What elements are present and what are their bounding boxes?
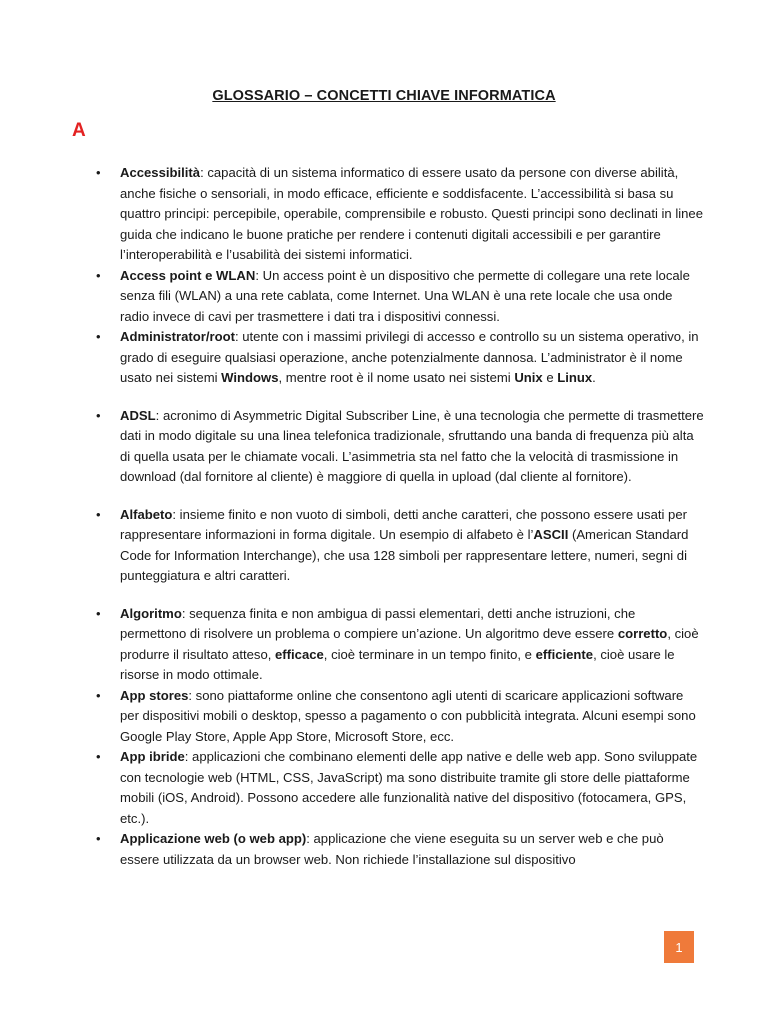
- definition-text: , mentre root è il nome usato nei sistemi: [278, 370, 515, 385]
- bold-keyword: Linux: [557, 370, 593, 385]
- bold-keyword: Unix: [514, 370, 543, 385]
- glossary-term: Administrator/root: [120, 329, 235, 344]
- glossary-term: Access point e WLAN: [120, 267, 256, 283]
- glossary-entry: • Access point e WLAN: Un access point è un dispositivo che permette di collegare una rete locale senza fili (WLAN) a una rete cablata, come Internet. Una WLAN è una rete locale che usa onde radio invece di cavi per trasmettere i dati tra i dispositivi connessi.: [96, 266, 704, 328]
- glossary-term: Applicazione web (o web app): [120, 831, 307, 846]
- glossary-entry: • Administrator/root: utente con i massimi privilegi di accesso e controllo su un sistema operativo, in grado di eseguire qualsiasi operazione, anche potenzialmente dannosa. L’administrator è il nome usato nei sistemi Windows, mentre root è il nome usato nei sistemi Unix e Linux.: [96, 327, 704, 389]
- definition-text: applicazioni che combinano elementi delle app native e delle web app. Sono sviluppate con tecnologie web (HTML, CSS, JavaScript) ma sono distribuite tramite gli store delle piattaforme mobili (iOS, Android). Possono accedere alle funzionalità native del dispositivo (fotocamera, GPS, etc.).: [120, 749, 698, 826]
- definition-text: insieme finito e non vuoto di simboli, detti anche caratteri, che possono essere usati per rappresentare informazioni in forma digitale. Un esempio di alfabeto è l’: [120, 506, 687, 542]
- page-number-badge: 1: [664, 931, 694, 963]
- glossary-entry: • App stores: sono piattaforme online che consentono agli utenti di scaricare applicazioni software per dispositivi mobili o desktop, spesso a pagamento o con pubblicità integrata. Alcuni esempi sono Google Play Store, Apple App Store, Microsoft Store, ecc.: [96, 686, 704, 748]
- bold-keyword: ASCII: [533, 527, 569, 542]
- glossary-entry: • Applicazione web (o web app): applicazione che viene eseguita su un server web e che può essere utilizzata da un browser web. Non richiede l’installazione sul dispositivo: [96, 829, 704, 870]
- definition-text: , cioè produrre il risultato atteso,: [120, 626, 699, 662]
- glossary-term: Algoritmo: [120, 605, 182, 621]
- definition-text: Un access point è un dispositivo che permette di collegare una rete locale senza fili (WLAN) a una rete cablata, come Internet. Una WLAN è una rete locale che usa onde radio invece di cavi per trasmettere i dati tra i dispositivi connessi.: [120, 267, 690, 324]
- definition-text: applicazione che viene eseguita su un server web e che può essere utilizzata da un browser web. Non richiede l’installazione sul dispositivo: [120, 831, 664, 867]
- glossary-term: App ibride: [120, 749, 185, 764]
- page-title: GLOSSARIO – CONCETTI CHIAVE INFORMATICA: [212, 88, 556, 104]
- glossary-term: Accessibilità: [120, 165, 201, 180]
- glossary-entry: • ADSL: acronimo di Asymmetric Digital Subscriber Line, è una tecnologia che permette di trasmettere dati in modo digitale su una linea telefonica tradizionale, sfruttando una banda di frequenza più alta di quella usata per le chiamate vocali. L’asimmetria sta nel fatto che la velocità di trasmissione in download (dal fornitore al cliente) è maggiore di quella in upload (dal cliente al fornitore).: [96, 406, 704, 488]
- definition-text: sono piattaforme online che consentono agli utenti di scaricare applicazioni software per dispositivi mobili o desktop, spesso a pagamento o con pubblicità integrata. Alcuni esempi sono Google Play Store, Apple App Store, Microsoft Store, ecc.: [120, 687, 696, 744]
- definition-text: acronimo di Asymmetric Digital Subscriber Line, è una tecnologia che permette di trasmettere dati in modo digitale su una linea telefonica tradizionale, sfruttando una banda di frequenza più alta di quella usata per le chiamate vocali. L’asimmetria sta nel fatto che la velocità di trasmissione in download (dal fornitore al cliente) è maggiore di quella in upload (dal cliente al fornitore).: [120, 407, 704, 484]
- glossary-term: Alfabeto: [120, 506, 173, 522]
- glossary-list: [96, 163, 704, 870]
- glossary-entry: • App ibride: applicazioni che combinano elementi delle app native e delle web app. Sono sviluppate con tecnologie web (HTML, CSS, JavaScript) ma sono distribuite tramite gli store delle piattaforme mobili (iOS, Android). Possono accedere alle funzionalità native del dispositivo (fotocamera, GPS, etc.).: [96, 747, 704, 829]
- definition-text: capacità di un sistema informatico di essere usato da persone con diverse abilità, anche fisiche o sensoriali, in modo efficace, efficiente e soddisfacente. L’accessibilità si basa su quattro principi: percepibile, operabile, comprensibile e robusto. Questi principi sono declinati in linee guida che indicano le buone pratiche per rendere i contenuti digitali accessibili e per garantire l’interoperabilità e l’usabilità dei sistemi informatici.: [120, 165, 703, 262]
- glossary-entry: • Accessibilità: capacità di un sistema informatico di essere usato da persone con diverse abilità, anche fisiche o sensoriali, in modo efficace, efficiente e soddisfacente. L’accessibilità si basa su quattro principi: percepibile, operabile, comprensibile e robusto. Questi principi sono declinati in linee guida che indicano le buone pratiche per rendere i contenuti digitali accessibili e per garantire l’interoperabilità e l’usabilità dei sistemi informatici.: [96, 163, 704, 266]
- section-letter: A: [72, 120, 86, 141]
- bold-keyword: efficiente: [535, 646, 594, 662]
- definition-text: , cioè terminare in un tempo finito, e: [323, 646, 536, 662]
- glossary-entry: • Algoritmo: sequenza finita e non ambigua di passi elementari, detti anche istruzioni, che permettono di risolvere un problema o compiere un’azione. Un algoritmo deve essere corretto, cioè produrre il risultato atteso, efficace, cioè terminare in un tempo finito, e efficiente, cioè usare le risorse in modo ottimale.: [96, 604, 704, 686]
- definition-text: sequenza finita e non ambigua di passi elementari, detti anche istruzioni, che permettono di risolvere un problema o compiere un’azione. Un algoritmo deve essere: [120, 605, 636, 641]
- bold-keyword: efficace: [275, 646, 324, 662]
- bold-keyword: Windows: [221, 370, 279, 385]
- definition-text: .: [592, 370, 596, 385]
- definition-text: (American Standard Code for Information Interchange), che usa 128 simboli per rappresentare lettere, numeri, segni di punteggiatura e altri caratteri.: [120, 527, 689, 583]
- definition-text: e: [542, 370, 558, 385]
- bold-keyword: corretto: [617, 626, 668, 641]
- definition-text: utente con i massimi privilegi di accesso e controllo su un sistema operativo, in grado di eseguire qualsiasi operazione, anche potenzialmente dannosa. L’administrator è il nome usato nei sistemi: [120, 329, 699, 385]
- glossary-term: App stores: [120, 687, 189, 703]
- definition-text: , cioè usare le risorse in modo ottimale.: [120, 646, 675, 682]
- glossary-term: ADSL: [120, 407, 156, 423]
- glossary-entry: • Alfabeto: insieme finito e non vuoto di simboli, detti anche caratteri, che possono essere usati per rappresentare informazioni in forma digitale. Un esempio di alfabeto è l’ASCII (American Standard Code for Information Interchange), che usa 128 simboli per rappresentare lettere, numeri, segni di punteggiatura e altri caratteri.: [96, 505, 704, 587]
